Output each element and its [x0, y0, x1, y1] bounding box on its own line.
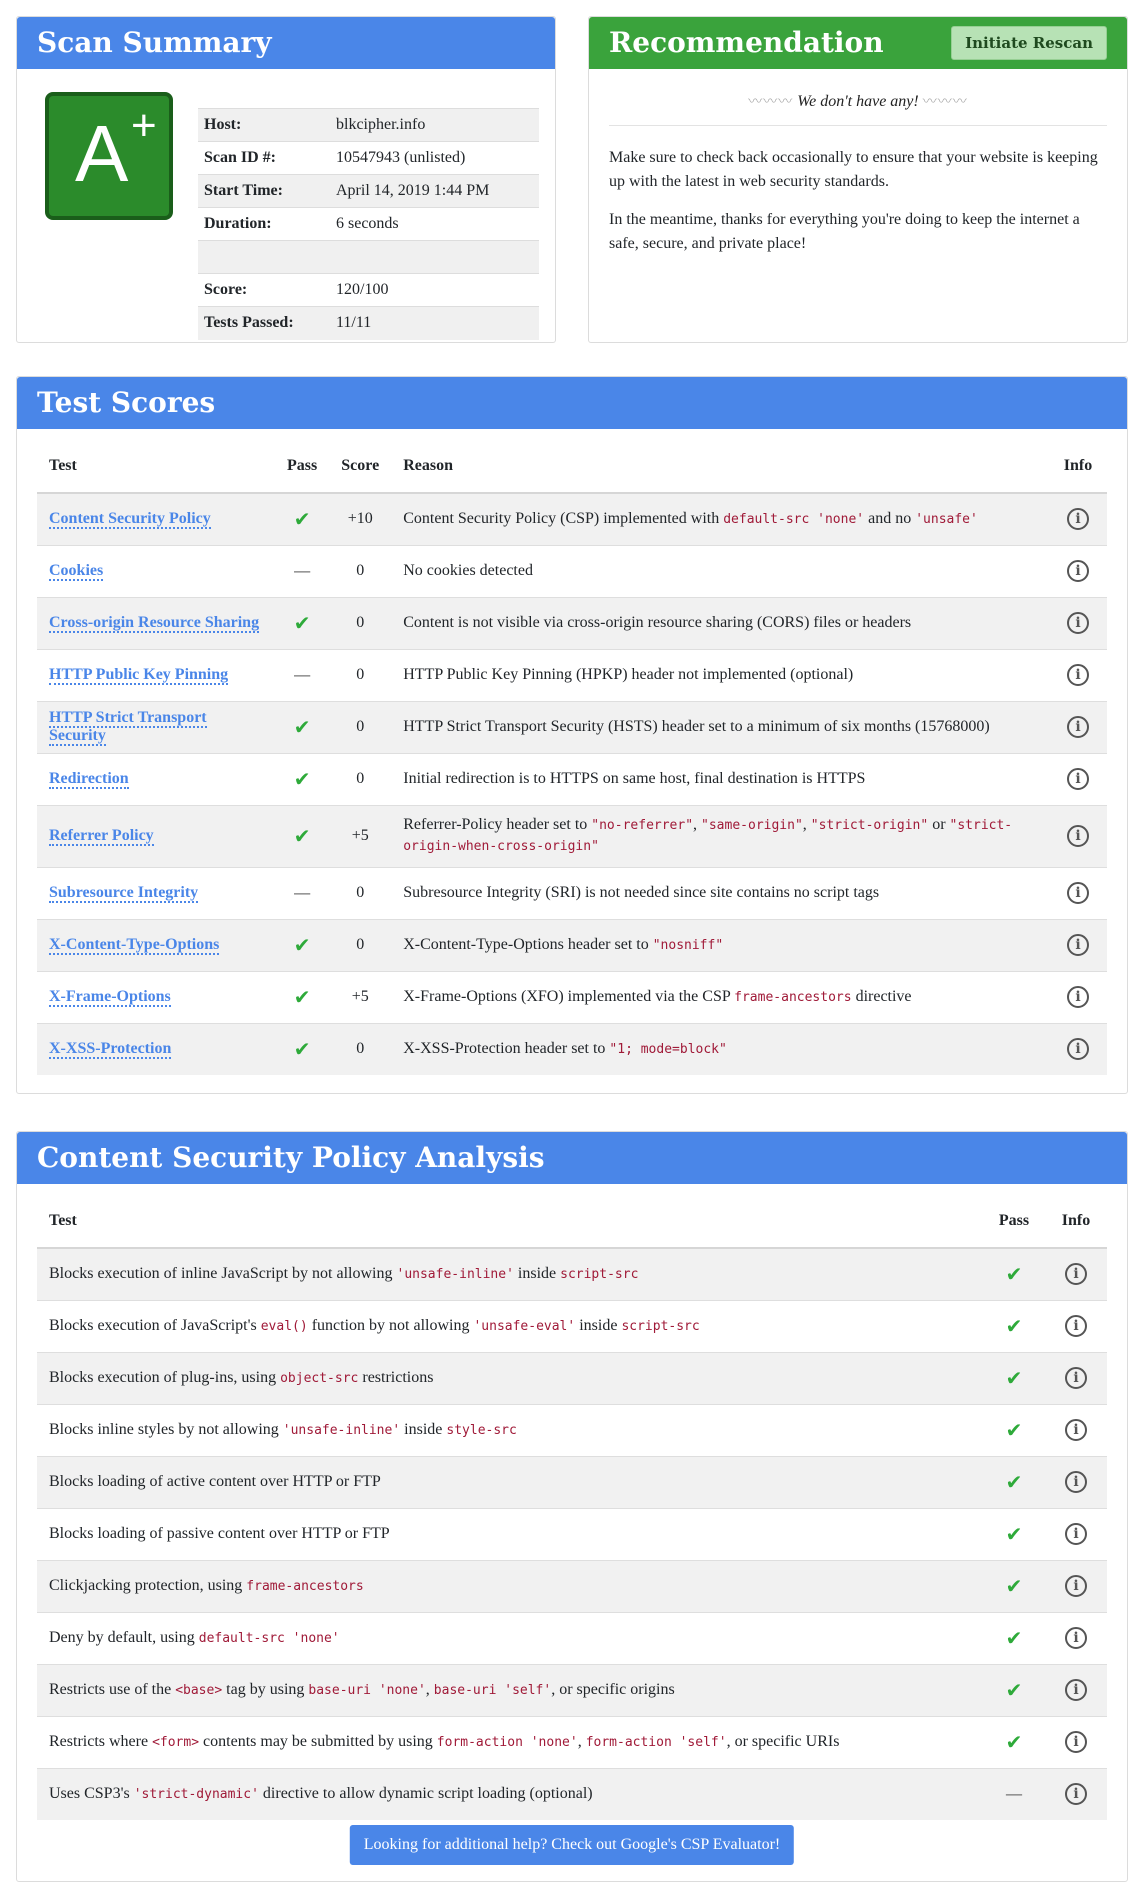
- col-score: Score: [329, 439, 391, 493]
- code-snippet: form-action 'none': [436, 1735, 578, 1750]
- csp-analysis-table: [37, 1194, 1107, 1820]
- table-row: [37, 1560, 1107, 1612]
- test-link[interactable]: Redirection: [49, 770, 129, 787]
- info-icon[interactable]: i: [1065, 1627, 1087, 1649]
- info-icon[interactable]: i: [1067, 716, 1089, 738]
- table-row: [37, 919, 1107, 971]
- score-cell: 0: [329, 701, 391, 753]
- pass-cell: [275, 867, 329, 919]
- dash-icon: —: [293, 882, 312, 904]
- text-fragment: No cookies detected: [403, 562, 533, 579]
- text-fragment: tag by using: [222, 1681, 309, 1698]
- reason-cell: [391, 597, 1049, 649]
- text-fragment: Clickjacking protection, using: [49, 1577, 247, 1594]
- pass-cell: [983, 1612, 1045, 1664]
- pass-cell: [983, 1352, 1045, 1404]
- text-fragment: and no: [864, 510, 916, 528]
- pass-cell: [275, 805, 329, 867]
- text-fragment: Restricts use of the: [49, 1681, 176, 1698]
- test-name-cell: [37, 753, 275, 805]
- table-row: [37, 971, 1107, 1023]
- code-snippet: 'unsafe': [915, 512, 978, 528]
- summary-key: Score:: [198, 274, 330, 307]
- info-cell: [1049, 919, 1107, 971]
- table-header-row: [37, 439, 1107, 493]
- info-cell: [1049, 867, 1107, 919]
- reason-cell: [391, 545, 1049, 597]
- text-fragment: directive to allow dynamic script loading (optional): [258, 1785, 593, 1803]
- check-icon: ✔: [293, 933, 311, 957]
- table-row: [37, 1248, 1107, 1300]
- text-fragment: HTTP Public Key Pinning (HPKP) header not implemented (optional): [403, 666, 854, 683]
- table-row: [37, 1508, 1107, 1560]
- info-icon[interactable]: i: [1067, 986, 1089, 1008]
- text-fragment: Blocks inline styles by not allowing: [49, 1421, 283, 1438]
- recommendation-paragraph: Make sure to check back occasionally to ensure that your website is keeping up with the latest in web security standards.: [609, 149, 1098, 190]
- csp-test-cell: [37, 1508, 983, 1560]
- info-cell: [1045, 1508, 1107, 1560]
- check-icon: ✔: [1005, 1574, 1023, 1598]
- pass-cell: [275, 753, 329, 805]
- test-link[interactable]: Content Security Policy: [49, 510, 211, 528]
- info-cell: [1049, 597, 1107, 649]
- info-icon[interactable]: i: [1065, 1731, 1087, 1753]
- pass-cell: [983, 1248, 1045, 1300]
- col-info: Info: [1045, 1194, 1107, 1248]
- info-cell: [1045, 1404, 1107, 1456]
- check-icon: ✔: [293, 1037, 311, 1062]
- table-row: [37, 701, 1107, 753]
- score-cell: 0: [329, 545, 391, 597]
- check-icon: ✔: [293, 824, 311, 848]
- info-icon[interactable]: i: [1067, 768, 1089, 790]
- test-scores-table: [37, 439, 1107, 1075]
- table-row: [37, 649, 1107, 701]
- pass-cell: [983, 1404, 1045, 1456]
- test-link[interactable]: Cookies: [49, 562, 104, 579]
- score-cell: +5: [329, 805, 391, 867]
- code-snippet: frame-ancestors: [246, 1579, 364, 1594]
- test-name-cell: [37, 545, 275, 597]
- reason-cell: [391, 1023, 1049, 1075]
- text-fragment: X-Content-Type-Options header set to: [403, 936, 653, 953]
- test-link[interactable]: Referrer Policy: [49, 827, 154, 844]
- col-test: Test: [37, 439, 275, 493]
- score-cell: 0: [329, 753, 391, 805]
- info-icon[interactable]: i: [1067, 664, 1089, 686]
- text-fragment: HTTP Strict Transport Security (HSTS) header set to a minimum of six months (15768000): [403, 718, 990, 735]
- check-icon: ✔: [1005, 1366, 1023, 1390]
- check-icon: ✔: [1005, 1730, 1023, 1754]
- text-fragment: Uses CSP3's: [49, 1785, 134, 1803]
- summary-value: April 14, 2019 1:44 PM: [330, 175, 539, 208]
- table-row: [37, 805, 1107, 867]
- summary-key: Host:: [198, 109, 330, 142]
- info-cell: [1049, 649, 1107, 701]
- test-link[interactable]: X-XSS-Protection: [49, 1040, 172, 1058]
- test-name-cell: [37, 971, 275, 1023]
- code-snippet: eval(): [260, 1319, 308, 1334]
- text-fragment: restrictions: [358, 1369, 434, 1386]
- text-fragment: Blocks loading of active content over HTTP or FTP: [49, 1473, 381, 1490]
- info-cell: [1045, 1352, 1107, 1404]
- table-row: [37, 1612, 1107, 1664]
- text-fragment: function by not allowing: [307, 1317, 474, 1334]
- reason-cell: [391, 919, 1049, 971]
- test-link[interactable]: X-Content-Type-Options: [49, 936, 220, 953]
- pass-cell: [275, 971, 329, 1023]
- scan-summary-card: [16, 16, 556, 343]
- info-icon[interactable]: i: [1065, 1523, 1087, 1545]
- info-icon[interactable]: i: [1065, 1471, 1087, 1493]
- text-fragment: ,: [577, 1733, 586, 1750]
- text-fragment: Blocks execution of inline JavaScript by not allowing: [49, 1265, 397, 1283]
- pass-cell: [275, 545, 329, 597]
- text-fragment: X-Frame-Options (XFO) implemented via the CSP: [403, 988, 735, 1005]
- table-row: [37, 1768, 1107, 1820]
- csp-test-cell: [37, 1456, 983, 1508]
- code-snippet: "strict-origin": [810, 818, 929, 833]
- text-fragment: inside: [513, 1265, 561, 1283]
- recommendation-title-text: Recommendation: [609, 26, 884, 59]
- info-cell: [1049, 493, 1107, 545]
- pass-cell: [275, 919, 329, 971]
- table-row: [37, 493, 1107, 545]
- check-icon: ✔: [293, 611, 311, 635]
- summary-table: [198, 108, 539, 340]
- test-link[interactable]: Cross-origin Resource Sharing: [49, 614, 260, 631]
- info-cell: [1045, 1716, 1107, 1768]
- summary-value: blkcipher.info: [330, 109, 539, 142]
- test-name-cell: [37, 1023, 275, 1075]
- code-snippet: 'strict-dynamic': [133, 1787, 259, 1803]
- pass-cell: [983, 1768, 1045, 1820]
- csp-test-cell: [37, 1248, 983, 1300]
- recommendation-title: [589, 17, 1127, 69]
- summary-value: 11/11: [330, 307, 539, 340]
- grade-letter: A: [75, 109, 129, 198]
- text-fragment: Blocks loading of passive content over HTTP or FTP: [49, 1525, 390, 1542]
- code-snippet: <base>: [175, 1683, 223, 1698]
- test-scores-card: [16, 376, 1128, 1094]
- pass-cell: [983, 1716, 1045, 1768]
- text-fragment: Initial redirection is to HTTPS on same host, final destination is HTTPS: [403, 770, 866, 787]
- score-cell: 0: [329, 867, 391, 919]
- code-snippet: "1; mode=block": [609, 1042, 727, 1058]
- info-icon[interactable]: i: [1065, 1315, 1087, 1337]
- info-cell: [1049, 1023, 1107, 1075]
- code-snippet: object-src: [280, 1371, 359, 1386]
- code-snippet: "no-referrer": [591, 818, 694, 833]
- text-fragment: ,: [802, 816, 811, 833]
- info-icon[interactable]: i: [1065, 1367, 1087, 1389]
- table-row: [37, 1300, 1107, 1352]
- score-cell: +10: [329, 493, 391, 545]
- info-icon[interactable]: i: [1065, 1263, 1087, 1285]
- summary-value: [330, 241, 539, 274]
- text-fragment: Content Security Policy (CSP) implemented with: [403, 510, 724, 528]
- pass-cell: [275, 1023, 329, 1075]
- code-snippet: form-action 'self': [585, 1735, 727, 1750]
- table-row: [37, 1404, 1107, 1456]
- text-fragment: Blocks execution of plug-ins, using: [49, 1369, 281, 1386]
- csp-test-cell: [37, 1300, 983, 1352]
- summary-key: Scan ID #:: [198, 142, 330, 175]
- summary-value: 10547943 (unlisted): [330, 142, 539, 175]
- summary-key: Tests Passed:: [198, 307, 330, 340]
- text-fragment: X-XSS-Protection header set to: [403, 1040, 610, 1058]
- check-icon: ✔: [293, 767, 311, 791]
- csp-test-cell: [37, 1404, 983, 1456]
- csp-analysis-title: Content Security Policy Analysis: [17, 1132, 1127, 1184]
- summary-row: [198, 208, 539, 241]
- reason-cell: [391, 649, 1049, 701]
- code-snippet: style-src: [446, 1423, 517, 1438]
- summary-value: 6 seconds: [330, 208, 539, 241]
- reason-cell: [391, 753, 1049, 805]
- info-icon[interactable]: i: [1065, 1783, 1087, 1805]
- info-cell: [1049, 971, 1107, 1023]
- text-fragment: contents may be submitted by using: [199, 1733, 437, 1750]
- decorative-squiggle-icon: 〰〰〰: [922, 95, 968, 110]
- table-row: [37, 1023, 1107, 1075]
- recommendation-paragraph: In the meantime, thanks for everything you're doing to keep the internet a safe, secure, and private place!: [609, 211, 1080, 252]
- test-name-cell: [37, 701, 275, 753]
- reason-cell: [391, 701, 1049, 753]
- reason-cell: [391, 971, 1049, 1023]
- text-fragment: , or specific origins: [551, 1681, 675, 1698]
- check-icon: ✔: [1005, 1418, 1023, 1442]
- reason-cell: [391, 493, 1049, 545]
- test-name-cell: [37, 597, 275, 649]
- recommendation-body: [589, 126, 1127, 256]
- test-link[interactable]: HTTP Public Key Pinning: [49, 666, 229, 683]
- check-icon: ✔: [1005, 1470, 1023, 1494]
- table-row: [37, 545, 1107, 597]
- summary-row: [198, 274, 539, 307]
- text-fragment: ,: [425, 1681, 434, 1698]
- pass-cell: [275, 597, 329, 649]
- decorative-squiggle-icon: 〰〰〰: [748, 95, 794, 110]
- info-icon[interactable]: i: [1067, 934, 1089, 956]
- test-link[interactable]: X-Frame-Options: [49, 988, 171, 1005]
- info-icon[interactable]: i: [1065, 1679, 1087, 1701]
- grade-badge: [45, 92, 173, 220]
- pass-cell: [983, 1300, 1045, 1352]
- info-cell: [1045, 1248, 1107, 1300]
- test-name-cell: [37, 867, 275, 919]
- initiate-rescan-button[interactable]: Initiate Rescan: [951, 26, 1107, 60]
- col-reason: Reason: [391, 439, 1049, 493]
- info-icon[interactable]: i: [1067, 560, 1089, 582]
- test-name-cell: [37, 649, 275, 701]
- summary-key: Start Time:: [198, 175, 330, 208]
- info-cell: [1045, 1560, 1107, 1612]
- summary-row: [198, 109, 539, 142]
- dash-icon: —: [293, 664, 312, 686]
- pass-cell: [983, 1560, 1045, 1612]
- test-name-cell: [37, 493, 275, 545]
- code-snippet: 'unsafe-eval': [473, 1319, 576, 1334]
- info-cell: [1049, 701, 1107, 753]
- table-row: [37, 1716, 1107, 1768]
- test-name-cell: [37, 919, 275, 971]
- test-name-cell: [37, 805, 275, 867]
- code-snippet: frame-ancestors: [734, 990, 852, 1005]
- csp-test-cell: [37, 1768, 983, 1820]
- pass-cell: [983, 1456, 1045, 1508]
- csp-test-cell: [37, 1716, 983, 1768]
- info-cell: [1049, 805, 1107, 867]
- info-icon[interactable]: i: [1067, 508, 1089, 530]
- text-fragment: Subresource Integrity (SRI) is not needed since site contains no script tags: [403, 884, 880, 901]
- info-cell: [1045, 1300, 1107, 1352]
- info-icon[interactable]: i: [1065, 1575, 1087, 1597]
- table-row: [37, 753, 1107, 805]
- info-cell: [1045, 1768, 1107, 1820]
- dash-icon: —: [1005, 1783, 1023, 1805]
- code-snippet: "strict-origin-when-cross-origin": [403, 818, 1013, 854]
- score-cell: 0: [329, 649, 391, 701]
- text-fragment: inside: [400, 1421, 447, 1438]
- score-cell: 0: [329, 1023, 391, 1075]
- no-recommendation-message: [589, 91, 1127, 111]
- info-cell: [1049, 753, 1107, 805]
- check-icon: ✔: [1005, 1314, 1023, 1338]
- scan-summary-title: Scan Summary: [17, 17, 555, 69]
- text-fragment: ,: [693, 816, 702, 833]
- summary-row: [198, 307, 539, 340]
- csp-evaluator-help-button[interactable]: Looking for additional help? Check out Google's CSP Evaluator!: [350, 1825, 794, 1865]
- code-snippet: 'unsafe-inline': [396, 1267, 514, 1283]
- test-link[interactable]: HTTP Strict Transport Security: [49, 709, 207, 744]
- code-snippet: default-src 'none': [198, 1631, 340, 1646]
- info-cell: [1045, 1664, 1107, 1716]
- summary-key: [198, 241, 330, 274]
- test-link[interactable]: Subresource Integrity: [49, 884, 199, 901]
- pass-cell: [983, 1664, 1045, 1716]
- table-row: [37, 1456, 1107, 1508]
- summary-row: [198, 241, 539, 274]
- info-icon[interactable]: i: [1067, 612, 1089, 634]
- reason-cell: [391, 867, 1049, 919]
- csp-test-cell: [37, 1352, 983, 1404]
- info-icon[interactable]: i: [1067, 825, 1089, 847]
- score-cell: 0: [329, 919, 391, 971]
- text-fragment: Restricts where: [49, 1733, 153, 1750]
- text-fragment: Content is not visible via cross-origin resource sharing (CORS) files or headers: [403, 614, 912, 631]
- check-icon: ✔: [1005, 1626, 1023, 1650]
- score-cell: +5: [329, 971, 391, 1023]
- text-fragment: Referrer-Policy header set to: [403, 816, 592, 833]
- summary-value: 120/100: [330, 274, 539, 307]
- csp-test-cell: [37, 1664, 983, 1716]
- summary-row: [198, 175, 539, 208]
- reason-cell: [391, 805, 1049, 867]
- csp-analysis-card: [16, 1131, 1128, 1882]
- info-icon[interactable]: i: [1067, 1038, 1089, 1060]
- table-row: [37, 1664, 1107, 1716]
- code-snippet: "same-origin": [701, 818, 803, 833]
- code-snippet: <form>: [152, 1735, 200, 1750]
- info-cell: [1045, 1456, 1107, 1508]
- check-icon: ✔: [293, 715, 311, 739]
- summary-key: Duration:: [198, 208, 330, 241]
- pass-cell: [275, 649, 329, 701]
- info-cell: [1049, 545, 1107, 597]
- table-row: [37, 597, 1107, 649]
- csp-test-cell: [37, 1612, 983, 1664]
- grade-modifier: +: [131, 101, 157, 150]
- text-fragment: Blocks execution of JavaScript's: [49, 1317, 261, 1334]
- table-row: [37, 867, 1107, 919]
- code-snippet: script-src: [560, 1267, 639, 1283]
- text-fragment: or: [928, 816, 950, 833]
- score-cell: 0: [329, 597, 391, 649]
- check-icon: ✔: [1005, 1522, 1023, 1546]
- col-test: Test: [37, 1194, 983, 1248]
- code-snippet: script-src: [621, 1319, 700, 1334]
- code-snippet: 'unsafe-inline': [282, 1423, 401, 1438]
- pass-cell: [983, 1508, 1045, 1560]
- table-row: [37, 1352, 1107, 1404]
- code-snippet: default-src 'none': [723, 512, 865, 528]
- pass-cell: [275, 493, 329, 545]
- check-icon: ✔: [1005, 1262, 1023, 1287]
- col-pass: Pass: [983, 1194, 1045, 1248]
- check-icon: ✔: [293, 507, 311, 532]
- info-icon[interactable]: i: [1065, 1419, 1087, 1441]
- text-fragment: Deny by default, using: [49, 1629, 199, 1646]
- check-icon: ✔: [293, 985, 311, 1009]
- pass-cell: [275, 701, 329, 753]
- code-snippet: base-uri 'self': [433, 1683, 552, 1698]
- recommendation-card: [588, 16, 1128, 343]
- code-snippet: base-uri 'none': [308, 1683, 426, 1698]
- text-fragment: directive: [851, 988, 912, 1005]
- dash-icon: —: [293, 560, 312, 582]
- summary-row: [198, 142, 539, 175]
- info-icon[interactable]: i: [1067, 882, 1089, 904]
- text-fragment: , or specific URIs: [726, 1733, 840, 1750]
- code-snippet: "nosniff": [652, 938, 724, 953]
- check-icon: ✔: [1005, 1678, 1023, 1702]
- table-header-row: [37, 1194, 1107, 1248]
- no-recommendation-text: We don't have any!: [797, 93, 919, 110]
- col-pass: Pass: [275, 439, 329, 493]
- text-fragment: inside: [575, 1317, 622, 1334]
- csp-test-cell: [37, 1560, 983, 1612]
- info-cell: [1045, 1612, 1107, 1664]
- test-scores-title: Test Scores: [17, 377, 1127, 429]
- col-info: Info: [1049, 439, 1107, 493]
